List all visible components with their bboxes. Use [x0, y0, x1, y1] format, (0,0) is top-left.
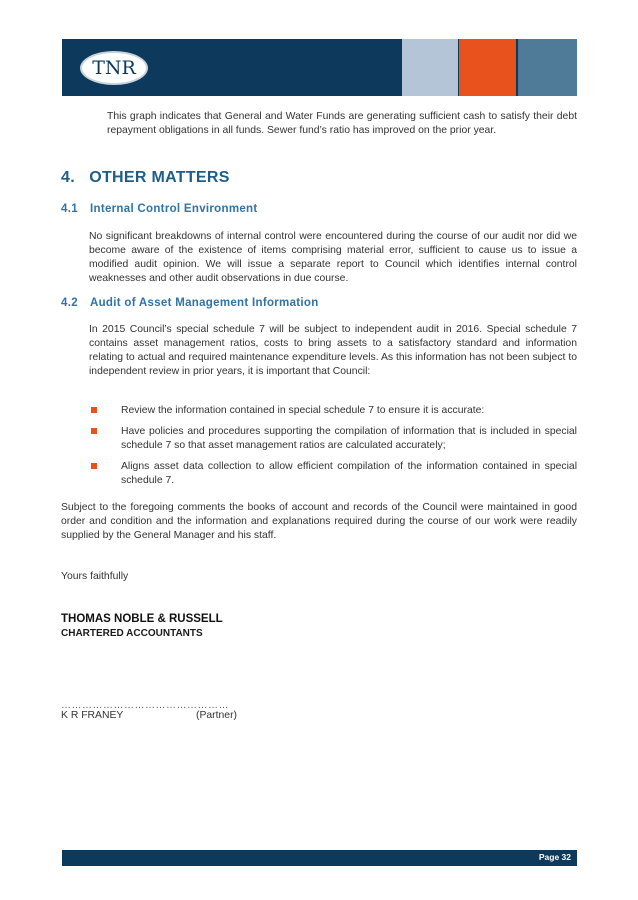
section-heading — [61, 169, 230, 187]
subsection-heading-asset-management — [61, 297, 319, 309]
list-item — [89, 404, 577, 418]
list-item — [89, 460, 577, 488]
internal-control-paragraph: No significant breakdowns of internal control were encountered during the course of our audit nor did we become aware of the existence of items comprising material error, sufficient to cause us to issue a modified audit opinion. We will issue a separate report to Council which identifies internal control weaknesses and other audit observations in due course. — [89, 231, 577, 284]
bullet-square-icon — [91, 428, 97, 434]
firm-name: THOMAS NOBLE & RUSSELL — [61, 613, 223, 625]
asset-management-paragraph: In 2015 Council’s special schedule 7 will be subject to independent audit in 2016. Special schedule 7 contains asset management ratios, costs to bring assets to a satisfactory standard and information relating to actual and required maintenance expenditure levels. As this information has not been subject to independent review in prior years, it is important that Council: — [89, 324, 577, 377]
header-swatch-light — [402, 39, 458, 96]
subsection-title: Audit of Asset Management Information — [90, 297, 319, 309]
section-number: 4. — [61, 169, 75, 186]
header-swatch-blue — [518, 39, 577, 96]
logo-text: TNR — [92, 57, 136, 79]
signer-name: K R FRANEY — [61, 710, 124, 721]
intro-paragraph: This graph indicates that General and Water Funds are generating sufficient cash to satisfy their debt repayment obligations in all funds. Sewer fund’s ratio has improved on the prior year. — [107, 111, 577, 136]
section-title: OTHER MATTERS — [89, 169, 230, 186]
list-item-text: Aligns asset data collection to allow efficient compilation of the information contained in special schedule 7. — [121, 461, 577, 486]
signer-role: (Partner) — [196, 710, 237, 721]
salutation: Yours faithfully — [61, 571, 129, 582]
tnr-logo — [80, 51, 148, 85]
subsection-number: 4.2 — [61, 297, 78, 309]
signature-line: ………………………………………… — [61, 700, 229, 711]
recommendation-list — [89, 404, 577, 495]
footer-bar — [62, 850, 577, 866]
list-item-text: Review the information contained in special schedule 7 to ensure it is accurate: — [121, 405, 485, 416]
firm-subtitle: CHARTERED ACCOUNTANTS — [61, 628, 203, 639]
subsection-heading-internal-control — [61, 203, 258, 215]
subsection-title: Internal Control Environment — [90, 203, 258, 215]
bullet-square-icon — [91, 407, 97, 413]
closing-paragraph: Subject to the foregoing comments the books of account and records of the Council were maintained in good order and condition and the information and explanations required during the course of our work were readily supplied by the General Manager and his staff. — [61, 502, 577, 541]
list-item — [89, 425, 577, 453]
page-number: Page 32 — [538, 852, 571, 862]
list-item-text: Have policies and procedures supporting the compilation of information that is included in special schedule 7 so that asset management ratios are calculated accurately; — [121, 426, 577, 451]
bullet-square-icon — [91, 463, 97, 469]
header-swatch-orange — [459, 39, 516, 96]
subsection-number: 4.1 — [61, 203, 78, 215]
